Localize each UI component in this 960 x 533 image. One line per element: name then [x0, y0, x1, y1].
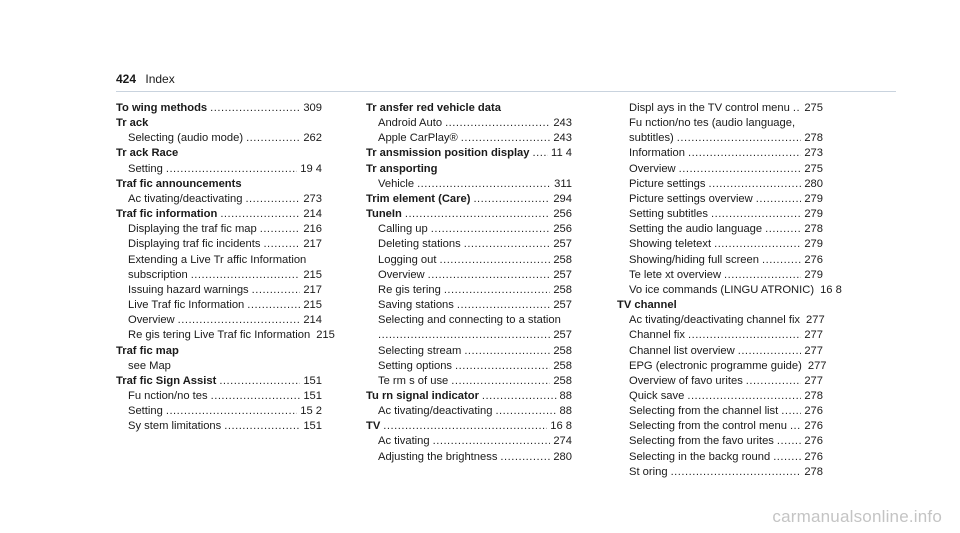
- entry-label: Extending a Live Tr affic Information: [128, 253, 307, 266]
- page-ref: 280: [553, 450, 572, 463]
- entry-label: Displ ays in the TV control menu: [629, 102, 790, 114]
- index-subentry: [116, 419, 322, 434]
- page-ref: 151: [303, 374, 322, 387]
- page-ref: 258: [553, 253, 572, 266]
- entry-label: Tr ansfer red vehicle data: [366, 102, 501, 114]
- entry-label: Quick save: [629, 389, 685, 402]
- entry-label: TV channel: [617, 299, 677, 312]
- index-entry: [116, 374, 322, 389]
- page-ref: 215: [303, 268, 322, 281]
- entry-label: Selecting from the control menu: [629, 420, 787, 433]
- index-subentry: [116, 162, 322, 177]
- page-ref: 215: [303, 299, 322, 312]
- index-subentry: [617, 101, 823, 116]
- entry-label: Issuing hazard warnings: [128, 283, 249, 296]
- entry-label: Selecting and connecting to a station: [378, 314, 561, 327]
- dot-leader: [708, 177, 801, 192]
- entry-label: Showing teletext: [629, 238, 712, 251]
- dot-leader: [219, 374, 300, 389]
- index-subentry: [366, 404, 572, 419]
- entry-label-continued: subtitles): [629, 132, 674, 145]
- index-subentry: [116, 131, 322, 146]
- index-subentry: [366, 253, 572, 268]
- index-subentry: [116, 298, 322, 313]
- index-entry: [116, 101, 322, 116]
- index-subentry: [366, 283, 572, 298]
- dot-leader: [260, 222, 301, 237]
- dot-leader: [677, 131, 802, 146]
- dot-leader: [533, 146, 549, 161]
- page-ref: 276: [804, 450, 823, 463]
- page-ref: 309: [303, 102, 322, 114]
- entry-label: Re gis tering Live Traf fic Information: [128, 329, 311, 342]
- index-entry: [617, 298, 823, 313]
- entry-label: Channel fix: [629, 329, 685, 342]
- index-subentry-continuation: [116, 268, 322, 283]
- page-ref: 217: [303, 238, 322, 251]
- index-subentry: [116, 359, 322, 374]
- index-subentry: [366, 434, 572, 449]
- index-subentry: [366, 313, 572, 328]
- dot-leader: [464, 237, 551, 252]
- entry-label: Live Traf fic Information: [128, 299, 245, 312]
- page-ref: 216: [303, 223, 322, 236]
- index-subentry: [617, 222, 823, 237]
- page-ref: 16 8: [550, 420, 572, 433]
- index-subentry: [617, 237, 823, 252]
- entry-label: Overview: [128, 314, 175, 327]
- index-subentry: [617, 374, 823, 389]
- page-ref: 243: [553, 117, 572, 130]
- entry-label: Tr ansmission position display: [366, 147, 530, 160]
- entry-label: Sy stem limitations: [128, 420, 222, 433]
- dot-leader: [178, 313, 301, 328]
- dot-leader: [773, 450, 801, 465]
- page-ref: 262: [303, 132, 322, 145]
- index-entry: [116, 116, 322, 131]
- index-entry: [116, 207, 322, 222]
- dot-leader: [417, 177, 551, 192]
- entry-label: Traf fic information: [116, 208, 218, 221]
- entry-label: Calling up: [378, 223, 428, 236]
- index-subentry: [617, 253, 823, 268]
- dot-leader: [405, 207, 550, 222]
- dot-leader: [793, 101, 801, 116]
- entry-label: Overview: [378, 268, 425, 281]
- entry-label: Displaying the traf fic map: [128, 223, 257, 236]
- entry-label: Fu nction/no tes: [128, 389, 208, 402]
- page-ref: 279: [804, 208, 823, 221]
- dot-leader: [383, 419, 547, 434]
- page-ref: 257: [553, 329, 572, 342]
- page-ref: 151: [303, 389, 322, 402]
- index-subentry: [366, 131, 572, 146]
- page-ref: 273: [303, 192, 322, 205]
- index-subentry: [116, 253, 322, 268]
- dot-leader: [431, 222, 551, 237]
- entry-label: Showing/hiding full screen: [629, 253, 759, 266]
- index-subentry: [116, 313, 322, 328]
- entry-label: Selecting stream: [378, 344, 462, 357]
- index-entry: [366, 162, 572, 177]
- index-entry: [366, 146, 572, 161]
- index-entry: [366, 207, 572, 222]
- dot-leader: [246, 131, 300, 146]
- entry-label: Adjusting the brightness: [378, 450, 498, 463]
- index-subentry: [366, 450, 572, 465]
- page-ref: 277: [807, 359, 827, 372]
- page-ref: 257: [553, 268, 572, 281]
- page-ref: 274: [553, 435, 572, 448]
- entry-label: Setting: [128, 162, 163, 175]
- index-entry: [366, 389, 572, 404]
- entry-label: Ac tivating: [378, 435, 430, 448]
- dot-leader: [461, 131, 551, 146]
- index-subentry: [116, 404, 322, 419]
- entry-label: Overview: [629, 162, 676, 175]
- dot-leader: [688, 146, 801, 161]
- dot-leader: [445, 116, 550, 131]
- dot-leader: [762, 253, 801, 268]
- entry-label: Deleting stations: [378, 238, 461, 251]
- dot-leader: [688, 328, 801, 343]
- dot-leader: [439, 253, 550, 268]
- page-ref: 19 4: [300, 162, 322, 175]
- entry-label: Te lete xt overview: [629, 268, 722, 281]
- index-subentry: [366, 177, 572, 192]
- entry-label: Setting the audio language: [629, 223, 763, 236]
- index-entry: [366, 101, 572, 116]
- index-subentry: [617, 283, 842, 298]
- index-subentry: [116, 283, 322, 298]
- entry-label: Displaying traf fic incidents: [128, 238, 261, 251]
- index-subentry: [617, 328, 823, 343]
- index-subentry: [617, 419, 823, 434]
- page-ref: 278: [804, 389, 823, 402]
- entry-label: Apple CarPlay®: [378, 132, 458, 145]
- index-subentry: [617, 192, 823, 207]
- page-ref: 217: [303, 283, 322, 296]
- entry-label: Te rm s of use: [378, 374, 449, 387]
- index-subentry: [116, 328, 335, 343]
- dot-leader: [464, 344, 550, 359]
- section-title: Index: [145, 72, 175, 86]
- entry-label: Tr ack Race: [116, 147, 179, 160]
- index-subentry: [366, 116, 572, 131]
- dot-leader: [191, 268, 301, 283]
- dot-leader: [687, 389, 801, 404]
- index-subentry: [116, 222, 322, 237]
- index-subentry: [617, 404, 823, 419]
- page-number: 424: [116, 72, 137, 86]
- index-column-1: [116, 101, 335, 434]
- index-subentry: [366, 222, 572, 237]
- page-ref: 15 2: [300, 405, 322, 418]
- dot-leader: [210, 101, 300, 116]
- entry-label: Ac tivating/deactivating channel fix: [629, 314, 801, 327]
- entry-label: St oring: [629, 465, 668, 478]
- page-ref: 277: [806, 314, 825, 327]
- index-entry: [116, 177, 322, 192]
- index-subentry: [116, 237, 322, 252]
- entry-label: EPG (electronic programme guide): [629, 359, 802, 372]
- page-ref: 278: [804, 223, 823, 236]
- dot-leader: [756, 192, 802, 207]
- page-ref: 11 4: [551, 147, 572, 160]
- dot-leader: [790, 419, 801, 434]
- dot-leader: [679, 162, 802, 177]
- index-subentry: [366, 359, 572, 374]
- page-ref: 275: [804, 102, 823, 114]
- page-ref: 258: [553, 374, 572, 387]
- dot-leader: [473, 192, 550, 207]
- page-ref: 276: [804, 420, 823, 433]
- entry-label: Picture settings: [629, 177, 706, 190]
- index-subentry: [617, 162, 823, 177]
- page-ref: 273: [804, 147, 823, 160]
- page-ref: 279: [804, 268, 823, 281]
- page-ref: 276: [804, 253, 823, 266]
- entry-label: Channel list overview: [629, 344, 735, 357]
- entry-label: Vehicle: [378, 177, 415, 190]
- page-ref: 256: [553, 223, 572, 236]
- dot-leader: [263, 237, 300, 252]
- entry-label: Selecting in the backg round: [629, 450, 771, 463]
- entry-label: Selecting from the favo urites: [629, 435, 774, 448]
- index-subentry: [617, 434, 823, 449]
- dot-leader: [714, 237, 801, 252]
- index-subentry: [617, 268, 823, 283]
- dot-leader: [724, 268, 801, 283]
- entry-label: Traf fic map: [116, 344, 179, 357]
- page-ref: 294: [553, 192, 572, 205]
- dot-leader: [457, 298, 550, 313]
- watermark: carmanualsonline.info: [772, 507, 942, 526]
- page-ref: 258: [553, 283, 572, 296]
- entry-label: Setting subtitles: [629, 208, 708, 221]
- entry-label: Setting options: [378, 359, 453, 372]
- dot-leader: [220, 207, 300, 222]
- page-ref: 88: [559, 389, 572, 402]
- dot-leader: [428, 268, 551, 283]
- entry-label: Vo ice commands (LINGU ATRONIC): [629, 283, 815, 296]
- dot-leader: [455, 359, 550, 374]
- entry-label: TV: [366, 420, 381, 433]
- index-subentry: [116, 389, 322, 404]
- index-subentry: [366, 237, 572, 252]
- page-ref: 275: [804, 162, 823, 175]
- index-subentry: [617, 344, 823, 359]
- entry-label: To wing methods: [116, 102, 208, 114]
- page-header: [116, 72, 175, 86]
- entry-label: Tr ansporting: [366, 162, 438, 175]
- entry-label: Overview of favo urites: [629, 374, 743, 387]
- dot-leader: [738, 344, 802, 359]
- page-ref: 280: [804, 177, 823, 190]
- dot-leader: [378, 328, 550, 343]
- entry-label: TuneIn: [366, 208, 402, 221]
- entry-label: Picture settings overview: [629, 192, 753, 205]
- page-ref: 215: [316, 329, 335, 342]
- entry-label: Android Auto: [378, 117, 443, 130]
- entry-label: Ac tivating/deactivating: [128, 192, 243, 205]
- page-ref: 277: [804, 374, 823, 387]
- index-subentry: [366, 374, 572, 389]
- page-ref: 279: [804, 192, 823, 205]
- index-subentry-continuation: [617, 131, 823, 146]
- page-ref: 257: [553, 299, 572, 312]
- page-ref: 257: [553, 238, 572, 251]
- entry-label: Traf fic announcements: [116, 177, 242, 190]
- dot-leader: [166, 404, 297, 419]
- entry-label: see Map: [128, 359, 171, 372]
- index-subentry: [366, 344, 572, 359]
- entry-label: Selecting from the channel list: [629, 405, 779, 418]
- page-ref: 88: [559, 405, 572, 418]
- entry-label: Fu nction/no tes (audio language,: [629, 117, 796, 130]
- index-subentry: [617, 450, 823, 465]
- dot-leader: [482, 389, 557, 404]
- dot-leader: [224, 419, 300, 434]
- dot-leader: [444, 283, 551, 298]
- entry-label: Logging out: [378, 253, 437, 266]
- dot-leader: [711, 207, 801, 222]
- dot-leader: [451, 374, 550, 389]
- entry-label: Saving stations: [378, 299, 454, 312]
- entry-label: Re gis tering: [378, 283, 441, 296]
- dot-leader: [166, 162, 297, 177]
- index-subentry: [617, 313, 823, 328]
- entry-label: Information: [629, 147, 685, 160]
- dot-leader: [252, 283, 301, 298]
- page-ref: 278: [804, 132, 823, 145]
- index-subentry: [617, 177, 823, 192]
- dot-leader: [500, 450, 550, 465]
- index-subentry: [617, 389, 823, 404]
- dot-leader: [671, 465, 802, 480]
- index-entry: [366, 419, 572, 434]
- index-subentry: [366, 268, 572, 283]
- header-divider: [116, 91, 896, 92]
- index-entry: [116, 344, 322, 359]
- page-ref: 277: [804, 329, 823, 342]
- index-entry: [366, 192, 572, 207]
- page-ref: 279: [804, 238, 823, 251]
- page-ref: 151: [303, 420, 322, 433]
- page-ref: 214: [303, 208, 322, 221]
- dot-leader: [247, 298, 300, 313]
- entry-label-continued: subscription: [128, 268, 188, 281]
- index-subentry: [617, 116, 823, 131]
- dot-leader: [495, 404, 556, 419]
- page-ref: 278: [804, 465, 823, 478]
- index-subentry: [617, 207, 823, 222]
- index-subentry-continuation: [366, 328, 572, 343]
- dot-leader: [777, 434, 801, 449]
- page-ref: 16 8: [820, 283, 842, 296]
- page-ref: 276: [804, 435, 823, 448]
- index-subentry: [116, 192, 322, 207]
- dot-leader: [433, 434, 551, 449]
- page-ref: 258: [553, 359, 572, 372]
- dot-leader: [245, 192, 300, 207]
- page-ref: 258: [553, 344, 572, 357]
- entry-label: Trim element (Care): [366, 192, 471, 205]
- dot-leader: [746, 374, 802, 389]
- dot-leader: [781, 404, 801, 419]
- entry-label: Selecting (audio mode): [128, 132, 244, 145]
- index-column-2: [366, 101, 572, 465]
- dot-leader: [211, 389, 301, 404]
- entry-label: Tr ack: [116, 117, 149, 130]
- entry-label: Traf fic Sign Assist: [116, 374, 217, 387]
- index-subentry: [617, 146, 823, 161]
- index-entry: [116, 146, 322, 161]
- index-subentry: [617, 465, 823, 480]
- entry-label: Setting: [128, 405, 163, 418]
- page-ref: 256: [553, 208, 572, 221]
- index-subentry: [366, 298, 572, 313]
- page-ref: 214: [303, 314, 322, 327]
- page-ref: 311: [554, 177, 572, 190]
- index-column-3: [617, 101, 842, 480]
- entry-label: Tu rn signal indicator: [366, 389, 479, 402]
- page-ref: 277: [804, 344, 823, 357]
- page-ref: 276: [804, 405, 823, 418]
- dot-leader: [765, 222, 801, 237]
- index-subentry: [617, 359, 827, 374]
- entry-label: Ac tivating/deactivating: [378, 405, 493, 418]
- page-ref: 243: [553, 132, 572, 145]
